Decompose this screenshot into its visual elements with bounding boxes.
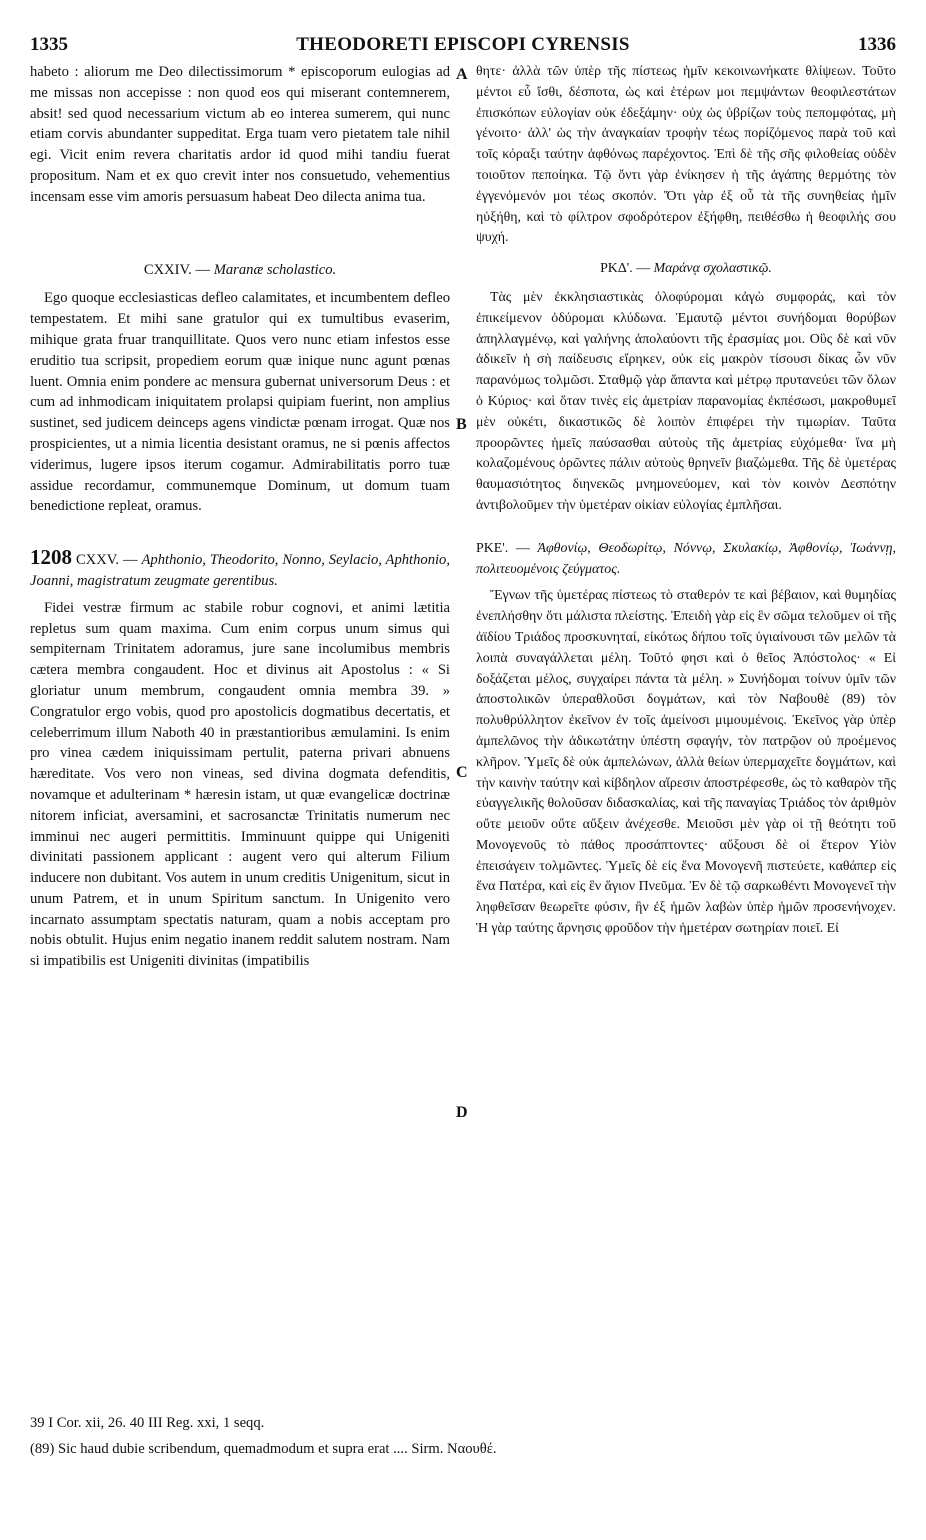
margin-letter-a: A [456,66,468,83]
greek-heading-124-addressee: Μαράνᾳ σχολαστικῷ. [653,261,772,277]
greek-letter-123-end: θητε· ἀλλὰ τῶν ὑπὲρ τῆς πίστεως ἡμῖν κεκοινωνήκατε θλίψεων. Τοῦτο μέντοι εὖ ἴσθι, δέσποτα, ὡς καὶ ἑτέρων μοι πεμψάντων θεοφιλεστάτων ἐπισκόπων εὐλογίαν οὐκ ἐδεξάμην· οὐχ ὡς ὑβρίζων τοὺς πεπομφότας, μὴ γένοιτο· ἀλλ' ὡς τὴν ἀναγκαίαν τροφὴν τέως πορίζόμενος παρὰ τοῦ καὶ τοῖς κόραξι ταύτην ἀφθόνως παρέχοντος. Ἐπὶ δὲ τῆς σῆς φιλοθείας οὐδὲν τοιοῦτον πεποίηκα. Τῷ ὄντι γὰρ ἐνίκησεν ἡ τῆς ἀγάπης θερμότης τὸν ἐγγενόμενόν μοι τέως σκοπόν. Ὅτι γὰρ ἐξ οὗ τὰ τῆς συνηθείας ἡμῖν ηὐξήθη, καὶ τὸ φίλτρον σφοδρότερον ἐξήφθη, πειθέσθω ἡ θεοφιλής σου ψυχή. [476,64,896,246]
latin-heading-125-addressee: Aphthonio, Theodorito, Nonno, Seylacio, Aphthonio, Joanni, magistratum zeugmate gerentibus. [30,552,450,589]
latin-heading-125-number: CXXV. — [75,552,142,569]
page-number-left: 1335 [30,34,68,55]
margin-letter-d: D [456,1104,468,1121]
latin-column [30,62,450,1402]
greek-heading-125-addressee: Ἀφθονίῳ, Θεοδωρίτῳ, Νόννῳ, Σκυλακίῳ, Ἀφθονίῳ, Ἰωάννῃ, πολιτευομένοις ζεύγματος. [476,540,896,577]
latin-heading-124 [30,260,450,281]
latin-heading-125 [30,547,450,592]
greek-heading-125-number: ΡΚΕ'. — [476,540,538,556]
greek-heading-124-number: ΡΚΔ'. — [600,261,654,277]
greek-letter-124: Τὰς μὲν ἐκκλησιαστικὰς ὀλοφύρομαι κἀγὼ συμφοράς, καὶ τὸν ἐπικείμενον ὀδύρομαι κλύδωνα. Ἐμαυτῷ μέντοι συνήδομαι θορύβων ἀπηλλαγμένῳ, καὶ γαλήνης ἀπολαύοντι τῆς ἐρασμίας μοι. Οὓς δὲ καὶ νῦν ἀδικεῖν ἡ σὴ παίδευσις εἴρηκεν, οὐκ εἰς μακρὸν τίσουσι δίκας ὧν νῦν παρανόμως τολμῶσι. Σταθμῷ γὰρ ἅπαντα καὶ μέτρῳ πρυτανεύει τῶν ὅλων ὁ Κύριος· καὶ ὅταν τινὲς εἰς ἀμετρίαν παρανομίας ἐκπέσωσι, μακροθυμεῖ μὲν οὐκέτι, δικαστικῶς δὲ λοιπὸν ἐπιφέρει τὴν τιμωρίαν. Ταῦτα προορῶντες ἡμεῖς παύσασθαι αὐτοὺς τῆς ἀμετρίας εὐχόμεθα· ἵνα μὴ κολαζομένους ὁρῶντες πάλιν αὐτοὺς θρηνεῖν βιαζώμεθα. Τῆς δὲ ὑμετέρας θαυμασιότητος διηνεκῶς μνημονεύομεν, καὶ τὸν κοινὸν Δεσπότην ἀντιβολοῦμεν τὴν ὑμετέραν οἰκίαν εὐλογίας ἐμπλῆσαι. [476,289,896,513]
greek-column [476,62,896,1402]
footnotes [30,1410,896,1462]
page-number-right: 1336 [858,34,896,55]
margin-letter-b: B [456,416,467,433]
greek-letter-125: Ἔγνων τῆς ὑμετέρας πίστεως τὸ σταθερόν τε καὶ βέβαιον, καὶ θυμηδίας ἐνεπλήσθην ὅτι μάλιστα πλείστης. Ἐπειδὴ γὰρ εἰς ἓν σῶμα τελοῦμεν οἱ τῆς ἀϊδίου Τριάδος προσκυνηταί, εἰκότως δήπου τοῖς ὑγιαίνουσι τῶν μελῶν τὰ λοιπὰ συναγάλλεται μέλη. Τοῦτό φησι καὶ ὁ θεῖος Ἀπόστολος· « Εἰ δοξάζεται μέλος, συγχαίρει πάντα τὰ μέλη. » Συνήδομαι τοίνυν ὑμῖν τῶν ἀποστολικῶν ὑπεραθλοῦσι δογμάτων, καὶ τὸν Ναβουθὲ (89) τὸν πολυθρύλλητον ἐκεῖνον ἐν τοῖς ἀμείνοσι μιμουμένοις. Ἐκεῖνος γὰρ ὑπὲρ ἀμπελῶνος τὴν ἀδικωτάτην ὑπέστη σφαγήν, τὸν πατρῷον οὐ προέμενος κλῆρον. Ὑμεῖς δὲ οὐκ ἀμπελώνων, ἀλλὰ θείων ὑπερμαχεῖτε δογμάτων, καὶ τὴν καινὴν ταύτην καὶ κίβδηλον αἵρεσιν ἀποστρέφεσθε, ὡς τὸ καθαρὸν τῆς εὐαγγελικῆς θολοῦσαν διδασκαλίας, καὶ τῆς παναγίας Τριάδος τὸν ἀριθμὸν οὔτε μειοῦν οὔτε αὔξειν ἀνέχεσθε. Μειοῦσι μὲν γὰρ οἱ τῇ θεότητι τοῦ Μονογενοῦς τὸ πάθος προσάπτοντες· αὔξουσι δὲ οἱ ἕτερον Υἱὸν ἐπεισάγειν τολμῶντες. Ὑμεῖς δὲ εἰς ἕνα Μονογενῆ πιστεύετε, καθάπερ εἰς ἕνα Πατέρα, καὶ εἰς ἓν ἅγιον Πνεῦμα. Ἐν δὲ τῷ σαρκωθέντι Μονογενεῖ τὴν ληφθεῖσαν θεωρεῖτε φύσιν, ἣν ἐξ ἡμῶν λαβὼν ὑπὲρ ἡμῶν προσενήνοχεν. Ἡ γὰρ ταύτης ἄρνησις φροῦδον τὴν ἡμετέραν σωτηρίαν ποιεῖ. Εἰ [476,588,896,937]
greek-heading-125 [476,539,896,581]
running-header [30,34,896,60]
running-title: THEODORETI EPISCOPI CYRENSIS [296,34,630,55]
footnote-scripture: 39 I Cor. xii, 26. 40 III Reg. xxi, 1 seqq. [30,1415,265,1431]
footnote-editorial: (89) Sic haud dubie scribendum, quemadmodum et supra erat .... Sirm. Ναουθέ. [30,1441,497,1457]
column-number-1208: 1208 [30,545,72,570]
latin-letter-125: Fidei vestræ firmum ac stabile robur cognovi, et animi lætitia repletus sum quam maxima. Cum enim corpus unum simus qui sempiternam Trinitatem adoramus, jure sane incolumibus membris cætera membra congaudent. Hoc et divinus ait Apostolus : « Si gloriatur unum membrum, congaudent omnia membra 39. » Congratulor ergo vobis, quod pro apostolicis dogmatibus decertatis, et celeberrimum illum Naboth 40 in præstantioribus æmulamini. Is enim pro vinea cædem iniquissimam pertulit, paterna privari abnuens hæreditate. Vos vero non vineas, sed divina dogmata defenditis, novamque et adulterinam * hæresin istam, ut quæ evangelicæ doctrinæ nitorem inficiat, aversamini, et sacrosanctæ Trinitatis numerum nec imminui nec augeri permittitis. Imminuunt quippe qui Unigeniti divinitati passionem applicant : augent vero qui alterum Filium inducere non dubitant. Vos autem in unum creditis Unigenitum, sicut in unum Patrem, et in unum Spiritum sanctum. In Unigenito vero incarnato assumptam spectatis naturam, quam a nobis acceptam pro nobis obtulit. Hujus enim negatio inanem reddit salutem nostram. Nam si impatibilis est Unigeniti divinitas (impatibilis [30,599,450,970]
latin-heading-124-addressee: Maranæ scholastico. [213,261,337,278]
latin-heading-124-number: CXXIV. — [143,261,214,278]
margin-letter-c: C [456,764,468,781]
greek-heading-124 [476,259,896,280]
latin-letter-124: Ego quoque ecclesiasticas defleo calamitates, et incumbentem defleo tempestatem. Et mihi sane gratulor qui ex tumultibus evaserim, mihique grata fruar tranquillitate. Quos vero nunc etiam infestos esse eruditio tua scripsit, propediem eorum quæ inique nunc agunt pœnas luent. Omnia enim pondere ac mensura gubernat universorum Deus : et cum ad inhmodicam iniquitatem prolapsi quipiam fuerint, non amplius sustinet, sed judicem deinceps agens vindictæ pœnam irrogat. Quæ nos prospicientes, ut a nimia licentia desistant oramus, ne si pœnis affectos viderimus, lugere ipsos iterum cogamur. Admirabilitatis porro tuæ assidue recordamur, communemque Dominum, ut domum tuam benedictione repleat, oramus. [30,290,450,515]
latin-letter-123-end: habeto : aliorum me Deo dilectissimorum * episcoporum eulogias ad me missas non accepisse : non quod eos qui miserant contemnerem, absit! sed quod necessarium victum ab eo interea sumerem, qui nunc etiam corvis abundanter suppeditat. Erga tuam vero pietatem tale nihil egi. Vicit enim revera charitatis ardor id quod mihi tandiu fuerat propositum. Nam et ex quo crevit inter nos consuetudo, vehementius incensam esse vim amoris persuasum habeat Deo dilecta anima tua. [30,64,450,205]
